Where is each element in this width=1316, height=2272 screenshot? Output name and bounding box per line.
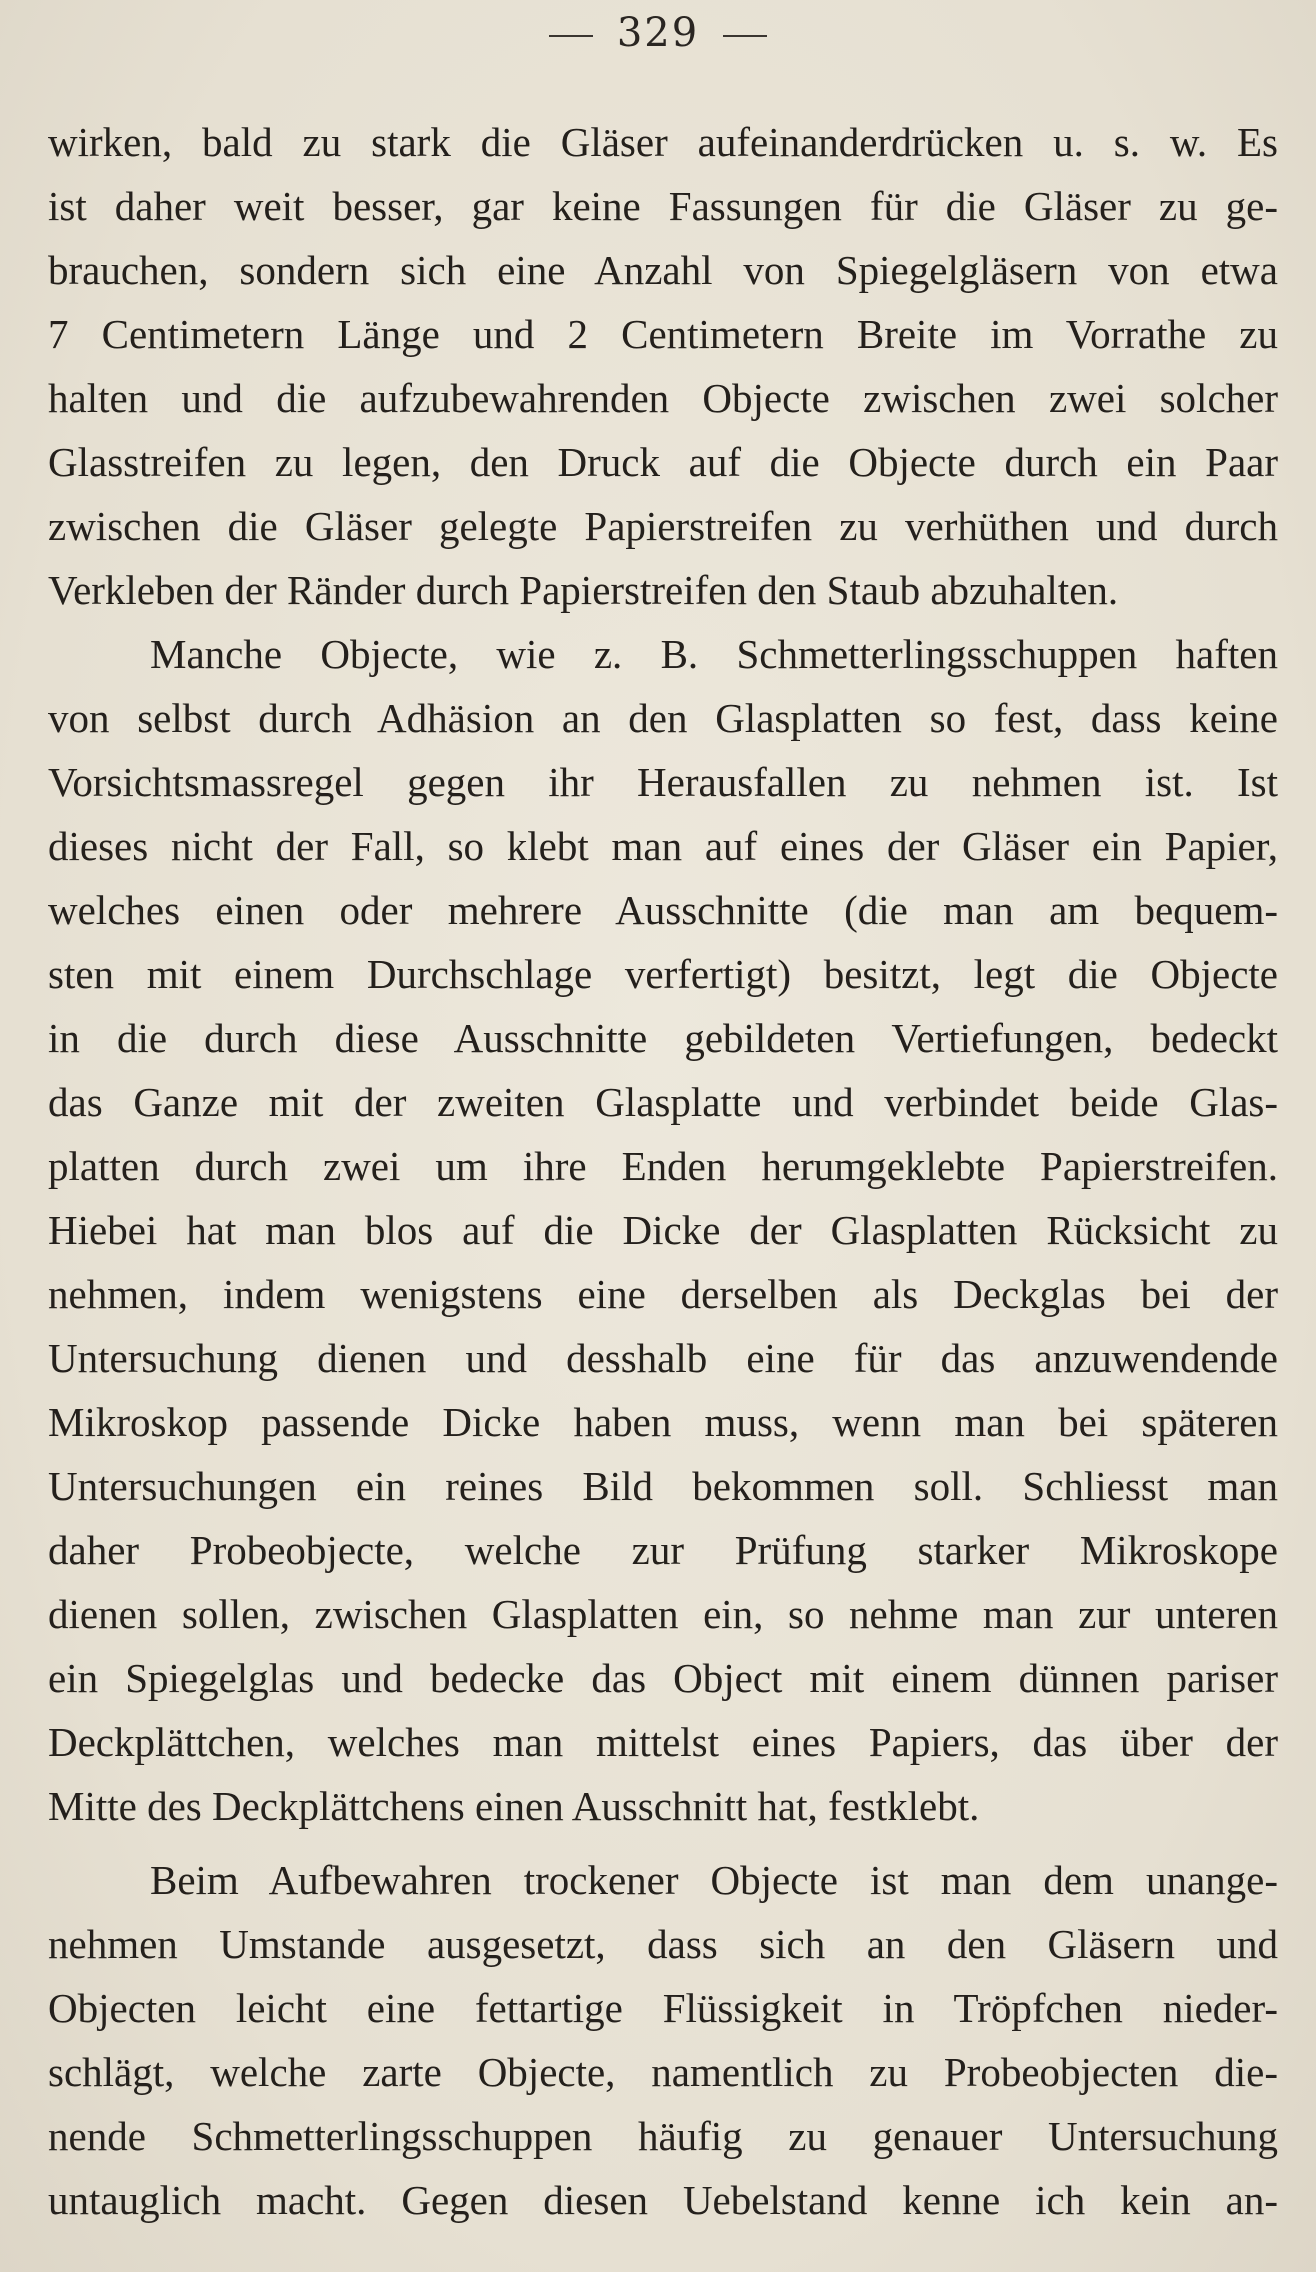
text-line: Manche Objecte, wie z. B. Schmetterlingsschuppen haften: [150, 631, 1278, 677]
text-line: in die durch diese Ausschnitte gebildeten Vertiefungen, bedeckt: [48, 1015, 1278, 1061]
text-line: nehmen, indem wenigstens eine derselben als Deckglas bei der: [48, 1271, 1278, 1317]
text-line: schlägt, welche zarte Objecte, namentlich zu Probeobjecten die-: [48, 2049, 1278, 2095]
text-line: ist daher weit besser, gar keine Fassungen für die Gläser zu ge-: [48, 183, 1278, 229]
text-line: dieses nicht der Fall, so klebt man auf eines der Gläser ein Papier,: [48, 823, 1278, 869]
text-line: von selbst durch Adhäsion an den Glasplatten so fest, dass keine: [48, 695, 1278, 741]
header-dash-left: [549, 35, 593, 37]
page-body: [48, 110, 1278, 2232]
paragraph-3: [48, 1848, 1278, 2232]
text-line: Untersuchung dienen und desshalb eine für das anzuwendende: [48, 1335, 1278, 1381]
text-line: 7 Centimetern Länge und 2 Centimetern Breite im Vorrathe zu: [48, 311, 1278, 357]
text-line: sten mit einem Durchschlage verfertigt) besitzt, legt die Objecte: [48, 951, 1278, 997]
text-line: Mikroskop passende Dicke haben muss, wenn man bei späteren: [48, 1399, 1278, 1445]
text-line: das Ganze mit der zweiten Glasplatte und verbindet beide Glas-: [48, 1079, 1278, 1125]
text-line: Vorsichtsmassregel gegen ihr Herausfallen zu nehmen ist. Ist: [48, 759, 1278, 805]
text-line: Hiebei hat man blos auf die Dicke der Glasplatten Rücksicht zu: [48, 1207, 1278, 1253]
page-header: [0, 10, 1316, 56]
paragraph-2: [48, 622, 1278, 1838]
header-dash-right: [723, 35, 767, 37]
text-line: nende Schmetterlingsschuppen häufig zu genauer Untersuchung: [48, 2113, 1278, 2159]
text-line: Beim Aufbewahren trockener Objecte ist man dem unange-: [150, 1857, 1278, 1903]
text-line: nehmen Umstande ausgesetzt, dass sich an den Gläsern und: [48, 1921, 1278, 1967]
text-line: platten durch zwei um ihre Enden herumgeklebte Papierstreifen.: [48, 1143, 1278, 1189]
paragraph-gap: [48, 1838, 1278, 1848]
text-line: Mitte des Deckplättchens einen Ausschnitt hat, festklebt.: [48, 1783, 980, 1829]
text-line: zwischen die Gläser gelegte Papierstreifen zu verhüthen und durch: [48, 503, 1278, 549]
text-line: wirken, bald zu stark die Gläser aufeinanderdrücken u. s. w. Es: [48, 119, 1278, 165]
text-line: Deckplättchen, welches man mittelst eines Papiers, das über der: [48, 1719, 1278, 1765]
text-line: Glasstreifen zu legen, den Druck auf die Objecte durch ein Paar: [48, 439, 1278, 485]
text-line: untauglich macht. Gegen diesen Uebelstand kenne ich kein an-: [48, 2177, 1278, 2223]
text-line: daher Probeobjecte, welche zur Prüfung starker Mikroskope: [48, 1527, 1278, 1573]
text-line: brauchen, sondern sich eine Anzahl von Spiegelgläsern von etwa: [48, 247, 1278, 293]
text-line: welches einen oder mehrere Ausschnitte (die man am bequem-: [48, 887, 1278, 933]
page-number: 329: [616, 10, 700, 56]
text-line: halten und die aufzubewahrenden Objecte zwischen zwei solcher: [48, 375, 1278, 421]
text-line: Verkleben der Ränder durch Papierstreifen den Staub abzuhalten.: [48, 567, 1119, 613]
text-line: Untersuchungen ein reines Bild bekommen soll. Schliesst man: [48, 1463, 1278, 1509]
text-line: Objecten leicht eine fettartige Flüssigkeit in Tröpfchen nieder-: [48, 1985, 1278, 2031]
text-line: dienen sollen, zwischen Glasplatten ein, so nehme man zur unteren: [48, 1591, 1278, 1637]
paragraph-1: [48, 110, 1278, 622]
text-line: ein Spiegelglas und bedecke das Object mit einem dünnen pariser: [48, 1655, 1278, 1701]
